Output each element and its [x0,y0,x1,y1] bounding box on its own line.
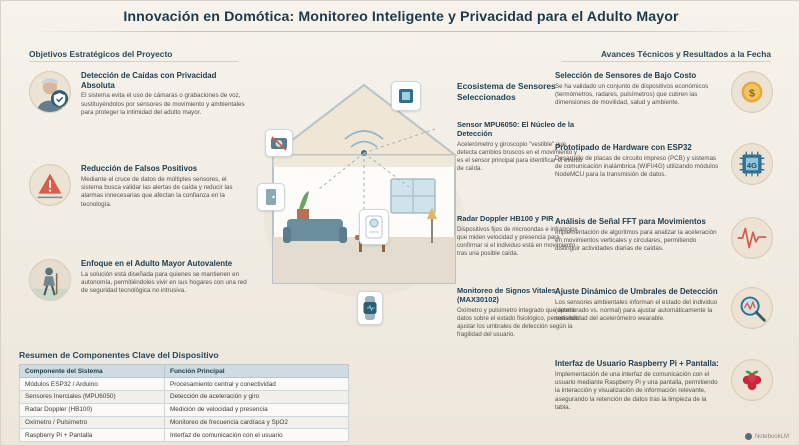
table-row [20,390,349,403]
chip-camera-blocked-icon [265,129,293,157]
chip-4g-badge [731,143,773,185]
table-cell-component: Raspberry Pi + Pantalla [20,429,165,442]
table-row [20,416,349,429]
feature-body: Desarrollo de placas de circuito impreso (PCB) y sistemas de comunicación inalámbrica (WIFI/4G) utilizando módulos NodeMCU para la transmisión de datos. [555,154,719,179]
feature-title: Selección de Sensores de Bajo Costo [555,71,697,80]
table-row [20,403,349,416]
chip-pir-motion-icon [359,209,389,245]
center-item-body: Acelerómetro y giroscopio "vestible" que detecta cambios bruscos en el movimiento y es el sensor principal para identificar el evento de caída. [457,140,583,172]
table-header-row [20,365,349,378]
footer-watermark [745,433,789,440]
magnifier-threshold-badge [731,287,773,329]
notebooklm-logo-icon [745,433,752,440]
table-cell-component: Módulos ESP32 / Arduino [20,378,165,391]
right-column-header: Avances Técnicos y Resultados a la Fecha [600,49,771,59]
left-column-header: Objetivos Estratégicos del Proyecto [29,49,173,59]
feature-body: Implementación de algoritmos para analizar la aceleración en movimientos verticales y circulares, permitiendo distinguir actividades diarias de caídas. [555,228,717,253]
svg-text:4G: 4G [746,160,758,170]
feature-title: Reducción de Falsos Positivos [81,164,198,173]
center-item-title: Radar Doppler HB100 y PIR [457,214,554,223]
center-item-body: Oxímetro y pulsímetro integrado que aporta datos sobre el estado fisiológico, permitiendo ajustar los umbrales de detección según la fragilidad del usuario. [457,306,579,338]
raspberry-pi-badge [731,359,773,401]
center-item-vitals [457,287,583,339]
feature-title: Interfaz de Usuario Raspberry Pi + Pantalla: [555,359,719,368]
feature-title: Prototipado de Hardware con ESP32 [555,143,692,152]
footer-label: NotebookLM [754,433,789,440]
waveform-fft-badge [731,217,773,259]
chip-wearable-band-icon [357,291,383,325]
table-cell-component: Sensores Inerciales (MPU6050) [20,390,165,403]
feature-body: Mediante el cruce de datos de múltiples sensores, el sistema busca validar las alertas de caída y reducir las alarmas innecesarias que afectan la confianza en la tecnología. [81,175,233,208]
center-section-header: Ecosistema de Sensores Seleccionados [457,81,556,102]
alert-filter-badge [29,164,71,206]
table-cell-function: Interfaz de comunicación con el usuario [164,429,348,442]
feature-body: Implementación de una interfaz de comunicación con el usuario mediante Raspberry Pi y una pantalla, permitiendo la interacción y visualización de información relevante, asegurando la retención de datos tras la limpieza de la tabla. [555,370,718,411]
chip-door-sensor-icon [257,183,285,211]
table-cell-function: Medición de velocidad y presencia [164,403,348,416]
table-cell-component: Oxímetro / Pulsímetro [20,416,165,429]
right-column-divider [561,61,771,62]
table-cell-component: Radar Doppler (HB100) [20,403,165,416]
smart-home-illustration [259,69,469,299]
table-cell-function: Detección de aceleración y giro [164,390,348,403]
components-table [19,364,349,442]
feature-title: Detección de Caídas con Privacidad Absoluta [81,71,217,90]
table-row [20,378,349,391]
coin-dollar-badge [731,71,773,113]
table-cell-function: Monitoreo de frecuencia cardíaca y SpO2 [164,416,348,429]
title-divider [31,31,771,32]
left-column-divider [29,61,239,62]
center-item-title: Sensor MPU6050: El Núcleo de la Detección [457,120,575,138]
center-ecosystem-illustration [239,63,583,363]
elderly-portrait-badge [29,71,71,113]
feature-body: La solución está diseñada para quienes se mantienen en autonomía, permitiéndoles vivir en sus hogares con una red de seguridad tecnológica no intrusiva. [81,270,247,295]
table-col-function: Función Principal [164,365,348,378]
chip-smart-sensor-icon [391,81,421,111]
table-heading: Resumen de Componentes Clave del Dispositivo [19,350,219,360]
feature-body: Se ha validado un conjunto de dispositivos económicos (termómetros, radares, pulsímetros) que cubren las dimensiones de movilidad, salud y ambiente. [555,82,709,107]
table-cell-function: Procesamiento central y conectividad [164,378,348,391]
feature-body: El sistema evita el uso de cámaras o grabaciones de voz, sustituyéndolos por sensores de movimiento y ambientales para proteger la intimidad del adulto mayor. [81,92,245,116]
center-item-mpu6050 [457,121,583,173]
svg-text:$: $ [749,88,755,100]
table-col-component: Componente del Sistema [20,365,165,378]
feature-title: Ajuste Dinámico de Umbrales de Detección [555,287,718,296]
feature-body: Los sensores ambientales informan el estado del individuo (deteriorado vs. normal) para ajustar automáticamente la sensibilidad del acelerómetro wearable. [555,298,718,323]
feature-title: Análisis de Señal FFT para Movimientos [555,217,706,226]
table-row [20,429,349,442]
center-item-body: Dispositivos fijos de microondas e infrarrojos que miden velocidad y presencia para confirmar si el individuo está en movimiento tras una posible caída. [457,225,578,257]
center-item-radar-pir [457,215,583,258]
page-title: Innovación en Domótica: Monitoreo Inteligente y Privacidad para el Adulto Mayor [123,9,679,25]
elderly-walking-badge [29,259,71,301]
feature-title: Enfoque en el Adulto Mayor Autovalente [81,259,233,268]
center-item-title: Monitoreo de Signos Vitales (MAX30102) [457,286,556,304]
